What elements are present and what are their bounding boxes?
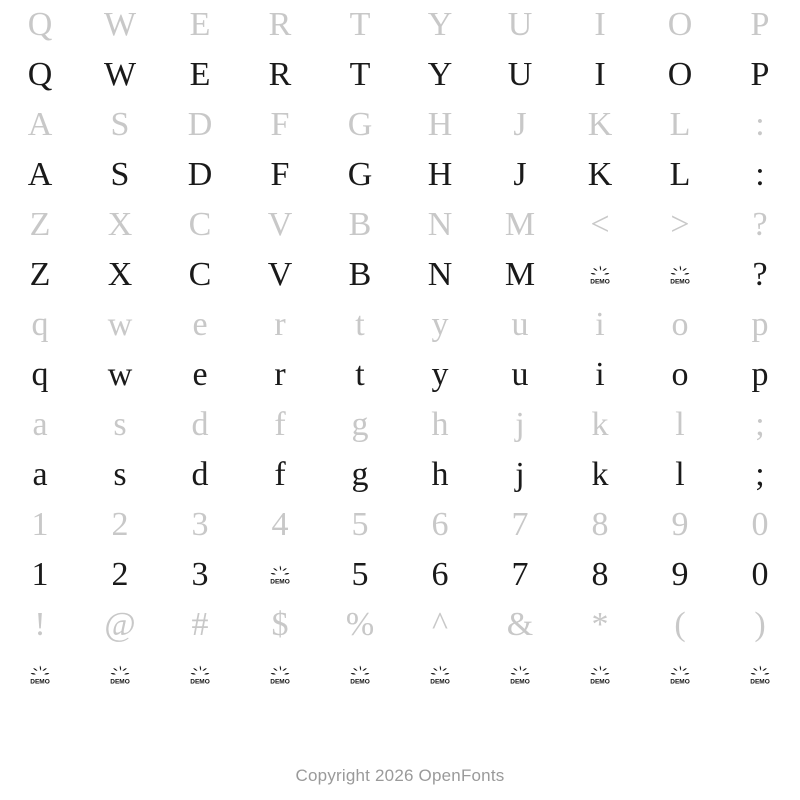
glyph-sample-cell: S: [110, 106, 130, 143]
glyph-render-cell: H: [427, 156, 453, 193]
glyph-render-cell: w: [107, 356, 133, 393]
glyph-sample-cell: e: [192, 306, 208, 343]
glyph-sample-cell: u: [511, 306, 529, 343]
demo-watermark-icon: [348, 663, 372, 687]
glyph-sample-cell: V: [267, 206, 293, 243]
glyph-sample-cell: 8: [591, 506, 609, 543]
glyph-sample-cell: d: [191, 406, 209, 443]
demo-watermark-icon: [748, 663, 772, 687]
glyph-render-cell: C: [188, 256, 212, 293]
glyph-sample-cell: I: [594, 6, 606, 43]
glyph-sample-cell: L: [669, 106, 691, 143]
glyph-sample-cell: O: [667, 6, 693, 43]
glyph-sample-cell: M: [504, 206, 536, 243]
demo-watermark-icon: [508, 663, 532, 687]
demo-watermark-icon: [588, 663, 612, 687]
demo-watermark-icon: [268, 563, 292, 587]
glyph-sample-cell: Z: [29, 206, 51, 243]
glyph-sample-cell: 1: [31, 506, 49, 543]
glyph-sample-cell: 5: [351, 506, 369, 543]
demo-watermark-glyph: [107, 662, 133, 688]
glyph-render-cell: 1: [31, 556, 49, 593]
glyph-render-cell: ;: [755, 456, 765, 493]
svg-text:DEMO: DEMO: [270, 678, 290, 686]
glyph-render-cell: S: [110, 156, 130, 193]
glyph-sample-cell: Q: [27, 6, 53, 43]
svg-text:DEMO: DEMO: [670, 678, 690, 686]
glyph-render-cell: j: [515, 456, 525, 493]
glyph-render-cell: a: [32, 456, 48, 493]
glyph-render-cell: V: [267, 256, 293, 293]
glyph-sample-cell: D: [187, 106, 213, 143]
glyph-sample-cell: #: [191, 606, 209, 643]
demo-watermark-glyph: [667, 262, 693, 288]
glyph-sample-cell: o: [671, 306, 689, 343]
glyph-sample-cell: a: [32, 406, 48, 443]
demo-watermark-glyph: [267, 662, 293, 688]
glyph-sample-cell: ^: [432, 606, 448, 643]
glyph-render-cell: y: [431, 356, 449, 393]
glyph-sample-cell: P: [750, 6, 770, 43]
glyph-sample-cell: 4: [271, 506, 289, 543]
glyph-render-cell: h: [431, 456, 449, 493]
svg-text:DEMO: DEMO: [30, 678, 50, 686]
demo-watermark-icon: [668, 663, 692, 687]
glyph-render-cell: R: [268, 56, 292, 93]
glyph-sample-cell: (: [674, 606, 686, 643]
glyph-render-cell: Z: [29, 256, 51, 293]
glyph-render-cell: k: [591, 456, 609, 493]
demo-watermark-glyph: [267, 562, 293, 588]
glyph-sample-cell: >: [670, 206, 690, 243]
glyph-render-cell: o: [671, 356, 689, 393]
demo-watermark-glyph: [507, 662, 533, 688]
glyph-sample-cell: 9: [671, 506, 689, 543]
glyph-render-cell: l: [675, 456, 685, 493]
demo-watermark-icon: [668, 263, 692, 287]
glyph-render-cell: p: [751, 356, 769, 393]
glyph-sample-cell: K: [587, 106, 613, 143]
glyph-render-cell: Q: [27, 56, 53, 93]
demo-watermark-glyph: [587, 662, 613, 688]
demo-watermark-icon: [28, 663, 52, 687]
demo-watermark-glyph: [667, 662, 693, 688]
glyph-render-cell: J: [513, 156, 527, 193]
glyph-sample-cell: 3: [191, 506, 209, 543]
glyph-sample-cell: T: [349, 6, 371, 43]
svg-text:DEMO: DEMO: [590, 678, 610, 686]
glyph-render-cell: B: [348, 256, 372, 293]
glyph-sample-cell: @: [104, 606, 136, 643]
svg-text:DEMO: DEMO: [750, 678, 770, 686]
demo-watermark-glyph: [427, 662, 453, 688]
demo-watermark-glyph: [27, 662, 53, 688]
glyph-render-cell: W: [103, 56, 137, 93]
glyph-sample-cell: B: [348, 206, 372, 243]
glyph-sample-cell: p: [751, 306, 769, 343]
glyph-sample-cell: ;: [755, 406, 765, 443]
glyph-sample-cell: <: [590, 206, 610, 243]
glyph-sample-cell: X: [107, 206, 133, 243]
glyph-render-cell: 6: [431, 556, 449, 593]
glyph-render-cell: P: [750, 56, 770, 93]
glyph-render-cell: 8: [591, 556, 609, 593]
glyph-render-cell: s: [113, 456, 127, 493]
glyph-sample-cell: W: [103, 6, 137, 43]
glyph-render-cell: r: [274, 356, 286, 393]
svg-text:DEMO: DEMO: [350, 678, 370, 686]
glyph-sample-cell: g: [351, 406, 369, 443]
glyph-render-cell: M: [504, 256, 536, 293]
glyph-render-cell: g: [351, 456, 369, 493]
glyph-render-cell: e: [192, 356, 208, 393]
demo-watermark-icon: [428, 663, 452, 687]
glyph-render-cell: u: [511, 356, 529, 393]
demo-watermark-glyph: [587, 262, 613, 288]
glyph-render-cell: i: [595, 356, 605, 393]
glyph-sample-cell: H: [427, 106, 453, 143]
glyph-render-cell: 0: [751, 556, 769, 593]
glyph-render-cell: O: [667, 56, 693, 93]
glyph-sample-cell: 2: [111, 506, 129, 543]
glyph-render-cell: U: [507, 56, 533, 93]
glyph-render-cell: T: [349, 56, 371, 93]
glyph-sample-cell: E: [189, 6, 211, 43]
glyph-render-cell: t: [355, 356, 365, 393]
glyph-render-cell: :: [755, 156, 765, 193]
glyph-sample-cell: &: [506, 606, 534, 643]
demo-watermark-icon: [108, 663, 132, 687]
glyph-sample-cell: 6: [431, 506, 449, 543]
glyph-sample-cell: G: [347, 106, 373, 143]
demo-watermark-glyph: [347, 662, 373, 688]
svg-text:DEMO: DEMO: [430, 678, 450, 686]
glyph-sample-cell: h: [431, 406, 449, 443]
glyph-sample-cell: R: [268, 6, 292, 43]
demo-watermark-icon: [268, 663, 292, 687]
glyph-render-cell: 5: [351, 556, 369, 593]
glyph-sample-cell: J: [513, 106, 527, 143]
svg-text:DEMO: DEMO: [110, 678, 130, 686]
glyph-sample-cell: ): [754, 606, 766, 643]
glyph-sample-cell: l: [675, 406, 685, 443]
glyph-render-cell: Y: [427, 56, 453, 93]
glyph-render-cell: I: [594, 56, 606, 93]
demo-watermark-icon: [188, 663, 212, 687]
glyph-sample-cell: k: [591, 406, 609, 443]
glyph-render-cell: D: [187, 156, 213, 193]
demo-watermark-icon: [588, 263, 612, 287]
glyph-sample-cell: r: [274, 306, 286, 343]
glyph-sample-cell: f: [274, 406, 286, 443]
demo-watermark-glyph: [747, 662, 773, 688]
glyph-sample-cell: A: [27, 106, 53, 143]
svg-text:DEMO: DEMO: [670, 278, 690, 286]
glyph-render-cell: 2: [111, 556, 129, 593]
glyph-render-cell: 9: [671, 556, 689, 593]
glyph-sample-cell: F: [270, 106, 290, 143]
glyph-render-cell: 3: [191, 556, 209, 593]
copyright-notice: Copyright 2026 OpenFonts: [295, 766, 505, 785]
glyph-sample-cell: %: [345, 606, 375, 643]
glyph-render-cell: d: [191, 456, 209, 493]
glyph-sample-cell: U: [507, 6, 533, 43]
glyph-render-cell: N: [427, 256, 453, 293]
glyph-sample-cell: i: [595, 306, 605, 343]
glyph-sample-cell: q: [31, 306, 49, 343]
glyph-render-cell: ?: [752, 256, 768, 293]
glyph-sample-cell: s: [113, 406, 127, 443]
glyph-sample-cell: !: [34, 606, 46, 643]
glyph-sample-cell: *: [591, 606, 609, 643]
glyph-render-cell: G: [347, 156, 373, 193]
glyph-sample-cell: $: [271, 606, 289, 643]
svg-text:DEMO: DEMO: [590, 278, 610, 286]
glyph-sample-cell: y: [431, 306, 449, 343]
glyph-sample-cell: 7: [511, 506, 529, 543]
glyph-sample-cell: :: [755, 106, 765, 143]
glyph-render-cell: q: [31, 356, 49, 393]
glyph-sample-cell: 0: [751, 506, 769, 543]
glyph-render-cell: F: [270, 156, 290, 193]
glyph-sample-cell: t: [355, 306, 365, 343]
glyph-render-cell: E: [189, 56, 211, 93]
glyph-sample-cell: Y: [427, 6, 453, 43]
glyph-sample-cell: w: [107, 306, 133, 343]
glyph-render-cell: X: [107, 256, 133, 293]
demo-watermark-glyph: [187, 662, 213, 688]
svg-text:DEMO: DEMO: [510, 678, 530, 686]
glyph-render-cell: K: [587, 156, 613, 193]
glyph-render-cell: f: [274, 456, 286, 493]
glyph-sample-cell: ?: [752, 206, 768, 243]
glyph-render-cell: A: [27, 156, 53, 193]
glyph-render-cell: 7: [511, 556, 529, 593]
svg-text:DEMO: DEMO: [190, 678, 210, 686]
glyph-sample-cell: j: [515, 406, 525, 443]
glyph-sample-cell: C: [188, 206, 212, 243]
svg-text:DEMO: DEMO: [270, 578, 290, 586]
glyph-render-cell: L: [669, 156, 691, 193]
glyph-sample-cell: N: [427, 206, 453, 243]
